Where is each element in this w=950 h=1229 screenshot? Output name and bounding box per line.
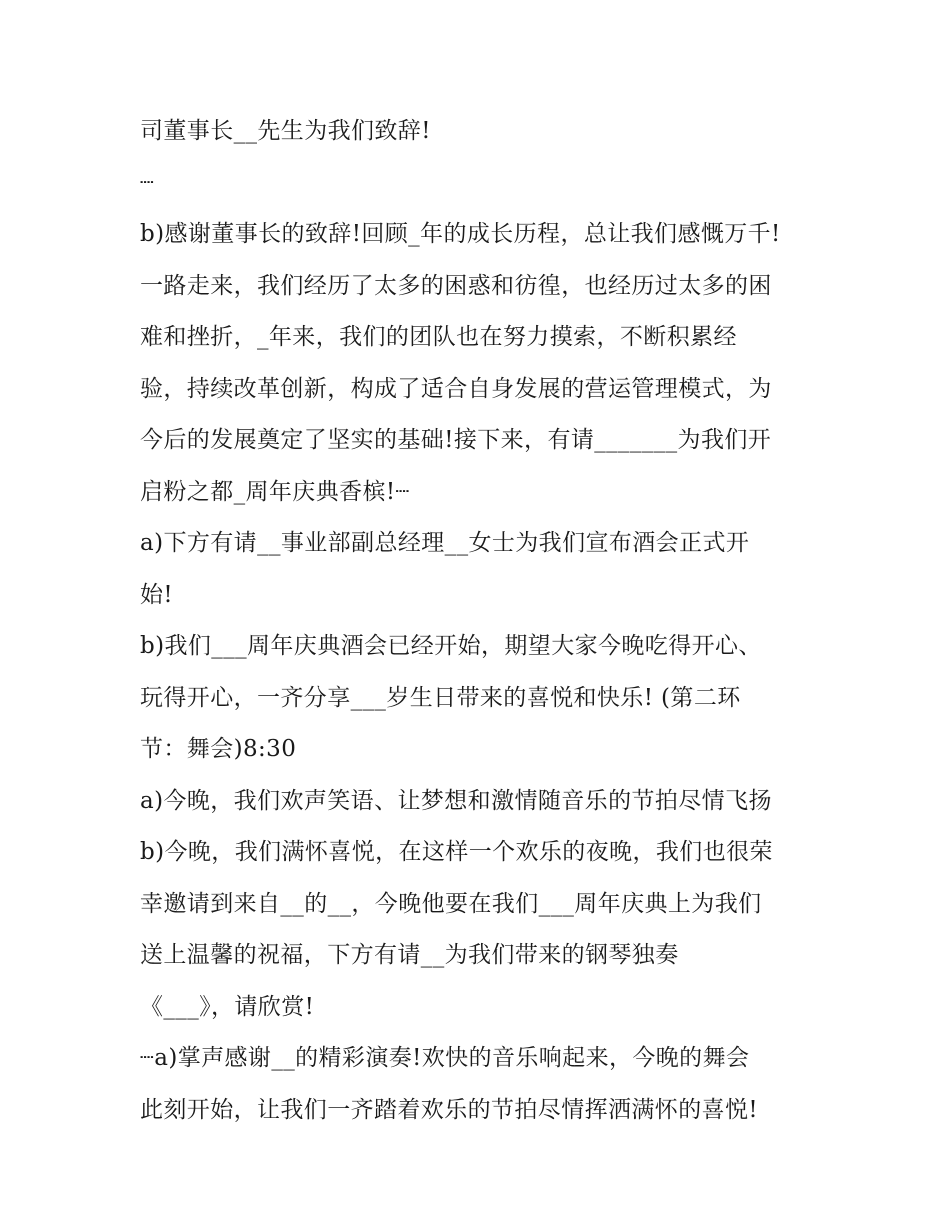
text-line: 今后的发展奠定了坚实的基础!接下来，有请_______为我们开 [140,427,772,453]
text-line: 节：舞会)8:30 [140,736,297,762]
text-line: 难和挫折，_年来，我们的团队也在努力摸索，不断积累经 [140,324,737,350]
text-line: b)我们___周年庆典酒会已经开始，期望大家今晚吃得开心、 [140,633,762,659]
text-line: a)今晚，我们欢声笑语、让梦想和激情随音乐的节拍尽情飞扬 [140,787,772,814]
text-line: a)下方有请__事业部副总经理__女士为我们宣布酒会正式开 [140,530,750,556]
text-line: 幸邀请到来自__的__，今晚他要在我们___周年庆典上为我们 [140,890,762,917]
text-line: 一路走来，我们经历了太多的困惑和彷徨，也经历过太多的困 [140,272,772,299]
text-line: b)感谢董事长的致辞!回顾_年的成长历程，总让我们感慨万千! [140,221,781,247]
text-line: ┈a)掌声感谢__的精彩演奏!欢快的音乐响起来，今晚的舞会 [140,1045,750,1071]
document-body [140,106,830,1136]
text-line: 验，持续改革创新，构成了适合自身发展的营运管理模式，为 [140,375,772,402]
text-line: 司董事长__先生为我们致辞! [140,118,431,144]
text-line: 此刻开始，让我们一齐踏着欢乐的节拍尽情挥洒满怀的喜悦! [140,1096,759,1123]
text-line: 《___》，请欣赏! [140,993,315,1020]
text-line: b)今晚，我们满怀喜悦，在这样一个欢乐的夜晚，我们也很荣 [140,839,773,865]
text-line: 启粉之都_周年庆典香槟!┈ [140,478,410,505]
text-line: 送上温馨的祝福，下方有请__为我们带来的钢琴独奏 [140,942,679,968]
text-line: ┈ [140,169,155,196]
text-line: 玩得开心，一齐分享___岁生日带来的喜悦和快乐! (第二环 [140,684,741,711]
text-line: 始! [140,581,174,608]
